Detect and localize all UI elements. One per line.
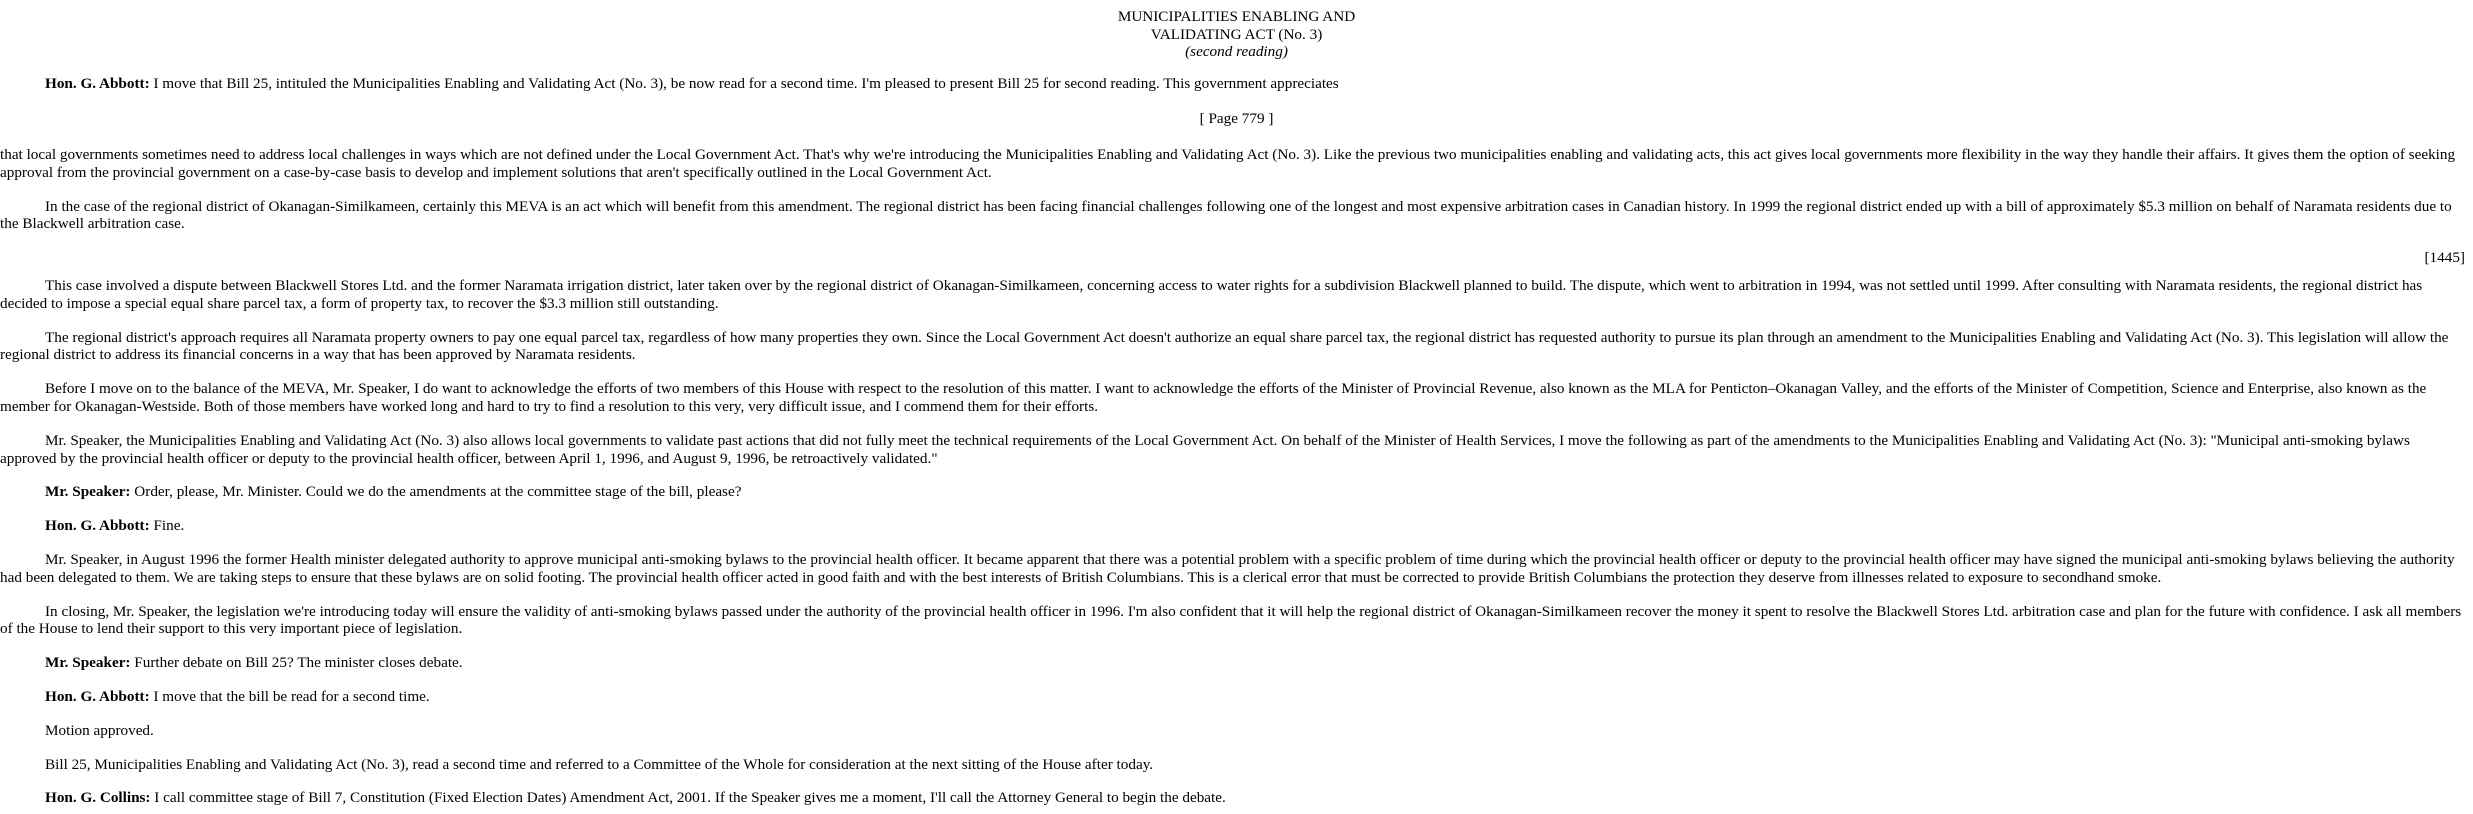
title-line-1: MUNICIPALITIES ENABLING AND xyxy=(1117,8,1356,25)
paragraph-1 xyxy=(45,75,2465,93)
paragraph-15 xyxy=(45,756,2465,774)
paragraph-2 xyxy=(0,146,2465,182)
speaker-name: Hon. G. Abbott: xyxy=(45,517,150,535)
paragraph-text: Motion approved. xyxy=(45,721,154,739)
paragraph-text: In the case of the regional district of Okanagan-Similkameen, certainly this MEVA is an act which will benefit from this amendment. The regional district has been facing financial challenges following one of the longest and most expensive arbitration cases in Canadian history. In 1999 the regional district ended up with a bill of approximately $5.3 million on behalf of Naramata residents due to the Blackwell arbitration case. xyxy=(0,197,2452,233)
paragraph-text: Mr. Speaker, in August 1996 the former Health minister delegated authority to approve municipal anti-smoking bylaws to the provincial health officer. It became apparent that there was a potential problem with a specific problem of time during which the provincial health officer or deputy to the provincial health officer may have signed the municipal anti-smoking bylaws believing the authority had been delegated to them. We are taking steps to ensure that these bylaws are on solid footing. The provincial health officer acted in good faith and with the best interests of British Columbians. This is a clerical error that must be corrected to provide British Columbians the protection they deserve from illnesses related to exposure to secondhand smoke. xyxy=(0,551,2455,586)
paragraph-3 xyxy=(0,198,2465,234)
paragraph-text: Fine. xyxy=(149,517,185,535)
paragraph-text: Bill 25, Municipalities Enabling and Validating Act (No. 3), read a second time and referred to a Committee of the Whole for consideration at the next sitting of the House after today. xyxy=(45,755,1154,773)
speaker-name: Mr. Speaker: xyxy=(45,483,131,501)
paragraph-10 xyxy=(0,551,2465,587)
paragraph-6 xyxy=(0,380,2465,416)
speaker-name: Hon. G. Abbott: xyxy=(45,688,150,706)
paragraph-text: Before I move on to the balance of the MEVA, Mr. Speaker, I do want to acknowledge the efforts of two members of this House with respect to the resolution of this matter. I want to acknowledge the efforts of the Minister of Provincial Revenue, also known as the MLA for Penticton–Okanagan Valley, and the efforts of the Minister of Competition, Science and Enterprise, also known as the member for Okanagan-Westside. Both of those members have worked long and hard to try to find a resolution to this very, very difficult issue, and I commend them for their efforts. xyxy=(0,380,2427,416)
paragraph-4 xyxy=(0,277,2465,313)
paragraph-text: The regional district's approach requires all Naramata property owners to pay one equal parcel tax, regardless of how many properties they own. Since the Local Government Act doesn't authorize an equal share parcel tax, the regional district has requested authority to pursue its plan through an amendment to the Municipalities Enabling and Validating Act (No. 3). This legislation will allow the regional district to address its financial concerns in a way that has been approved by Naramata residents. xyxy=(0,328,2449,364)
paragraph-text: Order, please, Mr. Minister. Could we do the amendments at the committee stage of the bill, please? xyxy=(130,483,742,501)
debate-title-block xyxy=(8,8,2465,61)
paragraph-text: Further debate on Bill 25? The minister closes debate. xyxy=(130,654,463,672)
paragraph-16 xyxy=(45,789,2465,807)
paragraph-12 xyxy=(45,654,2465,672)
paragraph-text: I call committee stage of Bill 7, Constitution (Fixed Election Dates) Amendment Act, 2001. If the Speaker gives me a moment, I'll call the Attorney General to begin the debate. xyxy=(150,789,1226,807)
paragraph-text: I move that Bill 25, intituled the Municipalities Enabling and Validating Act (No. 3), be now read for a second time. I'm pleased to present Bill 25 for second reading. This government appreciates xyxy=(149,74,1339,92)
paragraph-text: Mr. Speaker, the Municipalities Enabling and Validating Act (No. 3) also allows local governments to validate past actions that did not fully meet the technical requirements of the Local Government Act. On behalf of the Minister of Health Services, I move the following as part of the amendments to the Municipalities Enabling and Validating Act (No. 3): "Municipal anti-smoking bylaws approved by the provincial health officer or deputy to the provincial health officer, between April 1, 1996, and August 9, 1996, be retroactively validated." xyxy=(0,431,2410,467)
paragraph-text: This case involved a dispute between Blackwell Stores Ltd. and the former Naramata irrigation district, later taken over by the regional district of Okanagan-Similkameen, concerning access to water rights for a subdivision Blackwell planned to build. The dispute, which went to arbitration in 1994, was not settled until 1999. After consulting with Naramata residents, the regional district has decided to impose a special equal share parcel tax, a form of property tax, to recover the $3.3 million still outstanding. xyxy=(0,277,2423,312)
paragraph-text: I move that the bill be read for a second time. xyxy=(149,688,430,706)
speaker-name: Hon. G. Collins: xyxy=(45,789,151,807)
paragraph-14 xyxy=(45,722,2465,740)
paragraph-11 xyxy=(0,603,2465,639)
title-subtitle: (second reading) xyxy=(1185,43,1288,60)
time-marker: [1445] xyxy=(2424,249,2465,267)
paragraph-5 xyxy=(0,329,2465,365)
paragraph-text: In closing, Mr. Speaker, the legislation we're introducing today will ensure the validity of anti-smoking bylaws passed under the authority of the provincial health officer in 1996. I'm also confident that it will help the regional district of Okanagan-Similkameen recover the money it spent to resolve the Blackwell Stores Ltd. arbitration case and plan for the future with confidence. I ask all members of the House to lend their support to this very important piece of legislation. xyxy=(0,602,2462,638)
speaker-name: Mr. Speaker: xyxy=(45,654,131,672)
paragraph-text: that local governments sometimes need to address local challenges in ways which are not defined under the Local Government Act. That's why we're introducing the Municipalities Enabling and Validating Act (No. 3). Like the previous two municipalities enabling and validating acts, this act gives local governments more flexibility in the way they handle their affairs. It gives them the option of seeking approval from the provincial government on a case-by-case basis to develop and implement solutions that aren't specifically outlined in the Local Government Act. xyxy=(0,146,2456,181)
paragraph-13 xyxy=(45,688,2465,706)
paragraph-7 xyxy=(0,432,2465,468)
paragraph-8 xyxy=(45,483,2465,501)
paragraph-9 xyxy=(45,517,2465,535)
title-line-2: VALIDATING ACT (No. 3) xyxy=(1150,25,1323,43)
page-marker: [ Page 779 ] xyxy=(1199,110,1274,128)
speaker-name: Hon. G. Abbott: xyxy=(45,74,150,92)
